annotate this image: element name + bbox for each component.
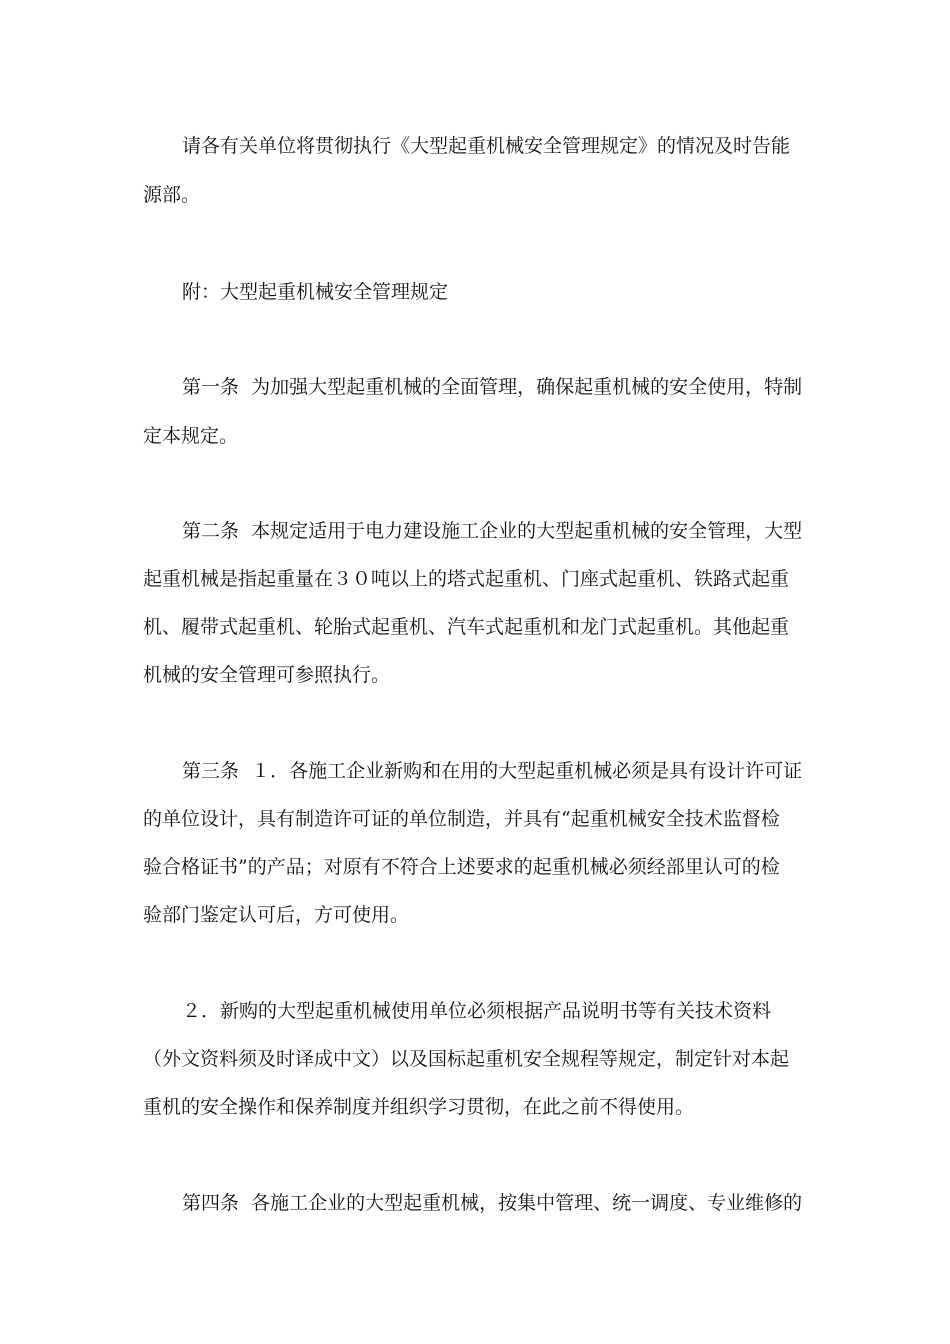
text-line: 源部。 bbox=[143, 184, 201, 206]
text-line: （外文资料须及时译成中文）以及国标起重机安全规程等规定，制定针对本起 bbox=[143, 1048, 790, 1070]
text-line: 第一条 为加强大型起重机械的全面管理，确保起重机械的安全使用，特制 bbox=[182, 376, 803, 398]
text-line: 定本规定。 bbox=[143, 425, 239, 447]
text-line: 验合格证书”的产品；对原有不符合上述要求的起重机械必须经部里认可的检 bbox=[143, 856, 780, 878]
text-line: 第二条 本规定适用于电力建设施工企业的大型起重机械的安全管理，大型 bbox=[182, 520, 803, 542]
text-line: 附：大型起重机械安全管理规定 bbox=[182, 281, 449, 303]
text-line: 机械的安全管理可参照执行。 bbox=[143, 664, 391, 686]
text-line: 起重机械是指起重量在３０吨以上的塔式起重机、门座式起重机、铁路式起重 bbox=[143, 568, 790, 590]
text-line: 请各有关单位将贯彻执行《大型起重机械安全管理规定》的情况及时告能 bbox=[182, 135, 791, 157]
text-line: 验部门鉴定认可后，方可使用。 bbox=[143, 904, 410, 926]
text-line: ２．新购的大型起重机械使用单位必须根据产品说明书等有关技术资料 bbox=[182, 1000, 772, 1022]
text-line: 机、履带式起重机、轮胎式起重机、汽车式起重机和龙门式起重机。其他起重 bbox=[143, 616, 790, 638]
text-line: 第三条 １．各施工企业新购和在用的大型起重机械必须是具有设计许可证 bbox=[182, 760, 803, 782]
text-line: 重机的安全操作和保养制度并组织学习贯彻，在此之前不得使用。 bbox=[143, 1096, 695, 1118]
text-line: 第四条 各施工企业的大型起重机械，按集中管理、统一调度、专业维修的 bbox=[182, 1192, 803, 1214]
text-line: 的单位设计，具有制造许可证的单位制造，并具有“起重机械安全技术监督检 bbox=[143, 808, 780, 830]
